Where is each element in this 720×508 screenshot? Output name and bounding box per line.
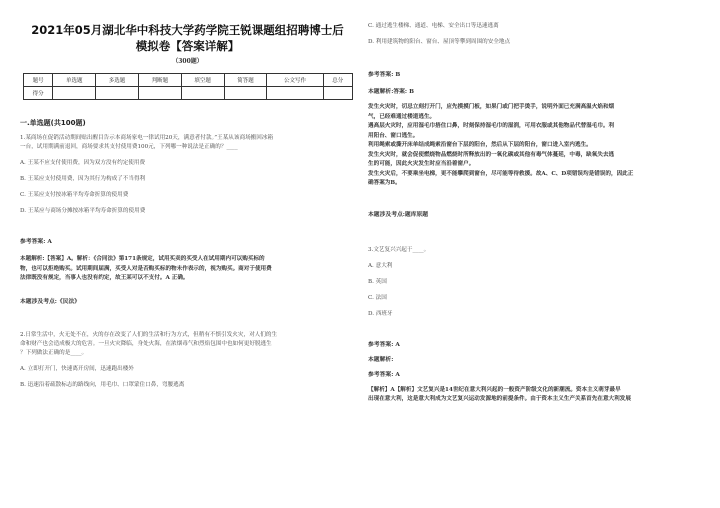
question-2-continued — [368, 22, 703, 220]
option-c: C. 通过逃生楼梯、通道、电梯、安全出口等迅速逃离 — [368, 23, 499, 29]
score-header-cell: 公文写作 — [267, 74, 323, 87]
score-header-cell: 简答题 — [224, 74, 267, 87]
explanation-label: 本题解析:答案: B — [368, 89, 414, 95]
knowledge-point: 本题涉及考点:《民法》 — [20, 298, 81, 305]
option-b: B. 英国 — [368, 278, 387, 285]
score-cell — [96, 87, 139, 100]
option-c: C. 法国 — [368, 294, 387, 301]
score-header-cell: 判断题 — [138, 74, 181, 87]
right-column — [368, 0, 703, 405]
question-stem: 命和财产也会造成极大的危害。一旦火灾降临，身处火海，在浓烟毒气和烈焰包围中也如何更好脱逃生 — [20, 340, 272, 347]
score-header-cell: 题号 — [24, 74, 53, 87]
score-table — [23, 73, 353, 100]
doc-subtitle: （300题） — [172, 58, 203, 65]
score-header-cell: 填空题 — [181, 74, 224, 87]
score-cell — [181, 87, 224, 100]
explanation-line: 气，已经难通过楼道逃生。 — [368, 113, 436, 120]
explanation-line: 遇高层火灾时，应用湿毛巾捂住口鼻，时刻保持湿毛巾的湿润，可用衣服或其他物品代替湿毛巾。利 — [368, 123, 615, 129]
option-a: A. 意大利 — [368, 262, 393, 269]
explanation-line: 发生火灾后，不要乘坐电梯，更不能攀爬到窗台，尽可能等待救援。故A、C、D项错误均是错误的，因此正 — [368, 170, 634, 177]
question-stem: ？下列做法正确的是____。 — [20, 349, 88, 356]
score-cell — [224, 87, 267, 100]
explanation-line: 本题解析:【答案】A。解析：《合同法》第171条规定，试用买卖的买受人在试用期内可以购买标的 — [20, 256, 265, 262]
explanation-line: 确答案为B。 — [368, 180, 401, 186]
explanation-line: 【解析】A【解析】文艺复兴是14世纪在意大利兴起的一般资产阶级文化的新潮流。资本主义萌芽最早 — [368, 386, 621, 393]
score-cell — [267, 87, 323, 100]
question-stem: 2.日常生活中，火无处不在，火的存在改变了人们的生活和行为方式，但稍有不慎引发火灾，对人们的生 — [20, 331, 278, 338]
question-stem: 1.某商场在促销活动期间贴出醒目告示本商场家电一律试用20天，满意者付款。”王某从该商场搬回冰箱 — [20, 135, 274, 141]
knowledge-point: 本题涉及考点:题库原题 — [368, 211, 429, 218]
reference-answer: 参考答案: A — [20, 239, 52, 245]
option-b: B. 王某应支付使用费，因为其行为构成了不当得利 — [20, 176, 146, 182]
explanation-line: 发生火灾时，就会促使燃烧物品燃烧时所释放出的一氧化碳或其他有毒气体蔓延，中毒，缺氧失去逃 — [368, 151, 615, 158]
score-header-cell: 多选题 — [96, 74, 139, 87]
explanation-line: 法律既没有规定，当事人也没有约定，故王某可以不支付。A 正确。 — [20, 275, 189, 281]
left-column — [20, 0, 355, 390]
doc-title-line1: 2021年05月湖北华中科技大学药学院王锐课题组招聘博士后 — [31, 23, 344, 37]
score-header-cell: 总分 — [323, 74, 352, 87]
explanation-label: 本题解析: — [368, 356, 394, 363]
score-header-cell: 单选题 — [53, 74, 96, 87]
question-stem: 一台，试用期满前退回，商场要求其支付使用费100元，下列哪一种说法是正确的？____ — [20, 144, 238, 150]
question-1 — [20, 134, 355, 307]
explanation-line: 生的可能，因此火灾发生时应当沿着窗户。 — [368, 161, 475, 167]
question-3 — [368, 246, 703, 405]
score-table-header-row — [24, 74, 353, 87]
explanation-line: 物，也可以拒绝购买。试用期间届满，买受人对是否购买标的物未作表示的，视为购买。商对于使用费 — [20, 265, 272, 272]
section-title: 一.单选题(共100题) — [20, 119, 86, 127]
option-a: A. 立即打开门，快速离开房间，迅速跑出楼外 — [20, 365, 134, 372]
doc-title — [20, 22, 355, 54]
explanation-line: 利用绳索或撕开床单结成绳索沿窗台下层的阳台，然后从下层的阳台，窗口进入室内逃生。 — [368, 142, 592, 148]
score-table-value-row — [24, 87, 353, 100]
option-b: B. 迅速沿着疏散标志的路线向，用毛巾、口罩蒙住口鼻，弯腰逃离 — [20, 381, 185, 388]
score-cell — [323, 87, 352, 100]
option-d: D. 利用建筑物的阳台、窗台、屋顶等攀到周围的安全地点 — [368, 39, 511, 45]
score-row-label: 得分 — [24, 87, 53, 100]
option-c: C. 王某应支付按冰箱平均寿命折算的使用费 — [20, 192, 129, 198]
explanation-line: 发生火灾时，切忌立刻打开门，应先摸摸门板，如果门或门把手烫手，说明外面已充满高温火焰和烟 — [368, 104, 615, 110]
option-a: A. 王某不应支付使用费，因为双方没有约定使用费 — [20, 160, 146, 166]
score-cell — [53, 87, 96, 100]
option-d: D. 西班牙 — [368, 310, 393, 317]
doc-title-line2: 模拟卷【答案详解】 — [135, 39, 240, 53]
reference-answer: 参考答案: A — [368, 341, 400, 348]
question-stem: 3.文艺复兴兴起于____。 — [368, 246, 430, 253]
option-d: D. 王某应与商场分摊按冰箱平均寿命折算的使用费 — [20, 208, 146, 214]
explanation-line: 出现在意大利，这是意大利成为文艺复兴运动发源地的前提条件。由于资本主义生产关系首先在意大利发展 — [368, 396, 631, 402]
question-2 — [20, 331, 355, 390]
score-cell — [138, 87, 181, 100]
explanation-line: 用阳台、窗口逃生。 — [368, 132, 419, 139]
reference-answer-2: 参考答案: A — [368, 371, 400, 378]
reference-answer: 参考答案: B — [368, 72, 401, 78]
